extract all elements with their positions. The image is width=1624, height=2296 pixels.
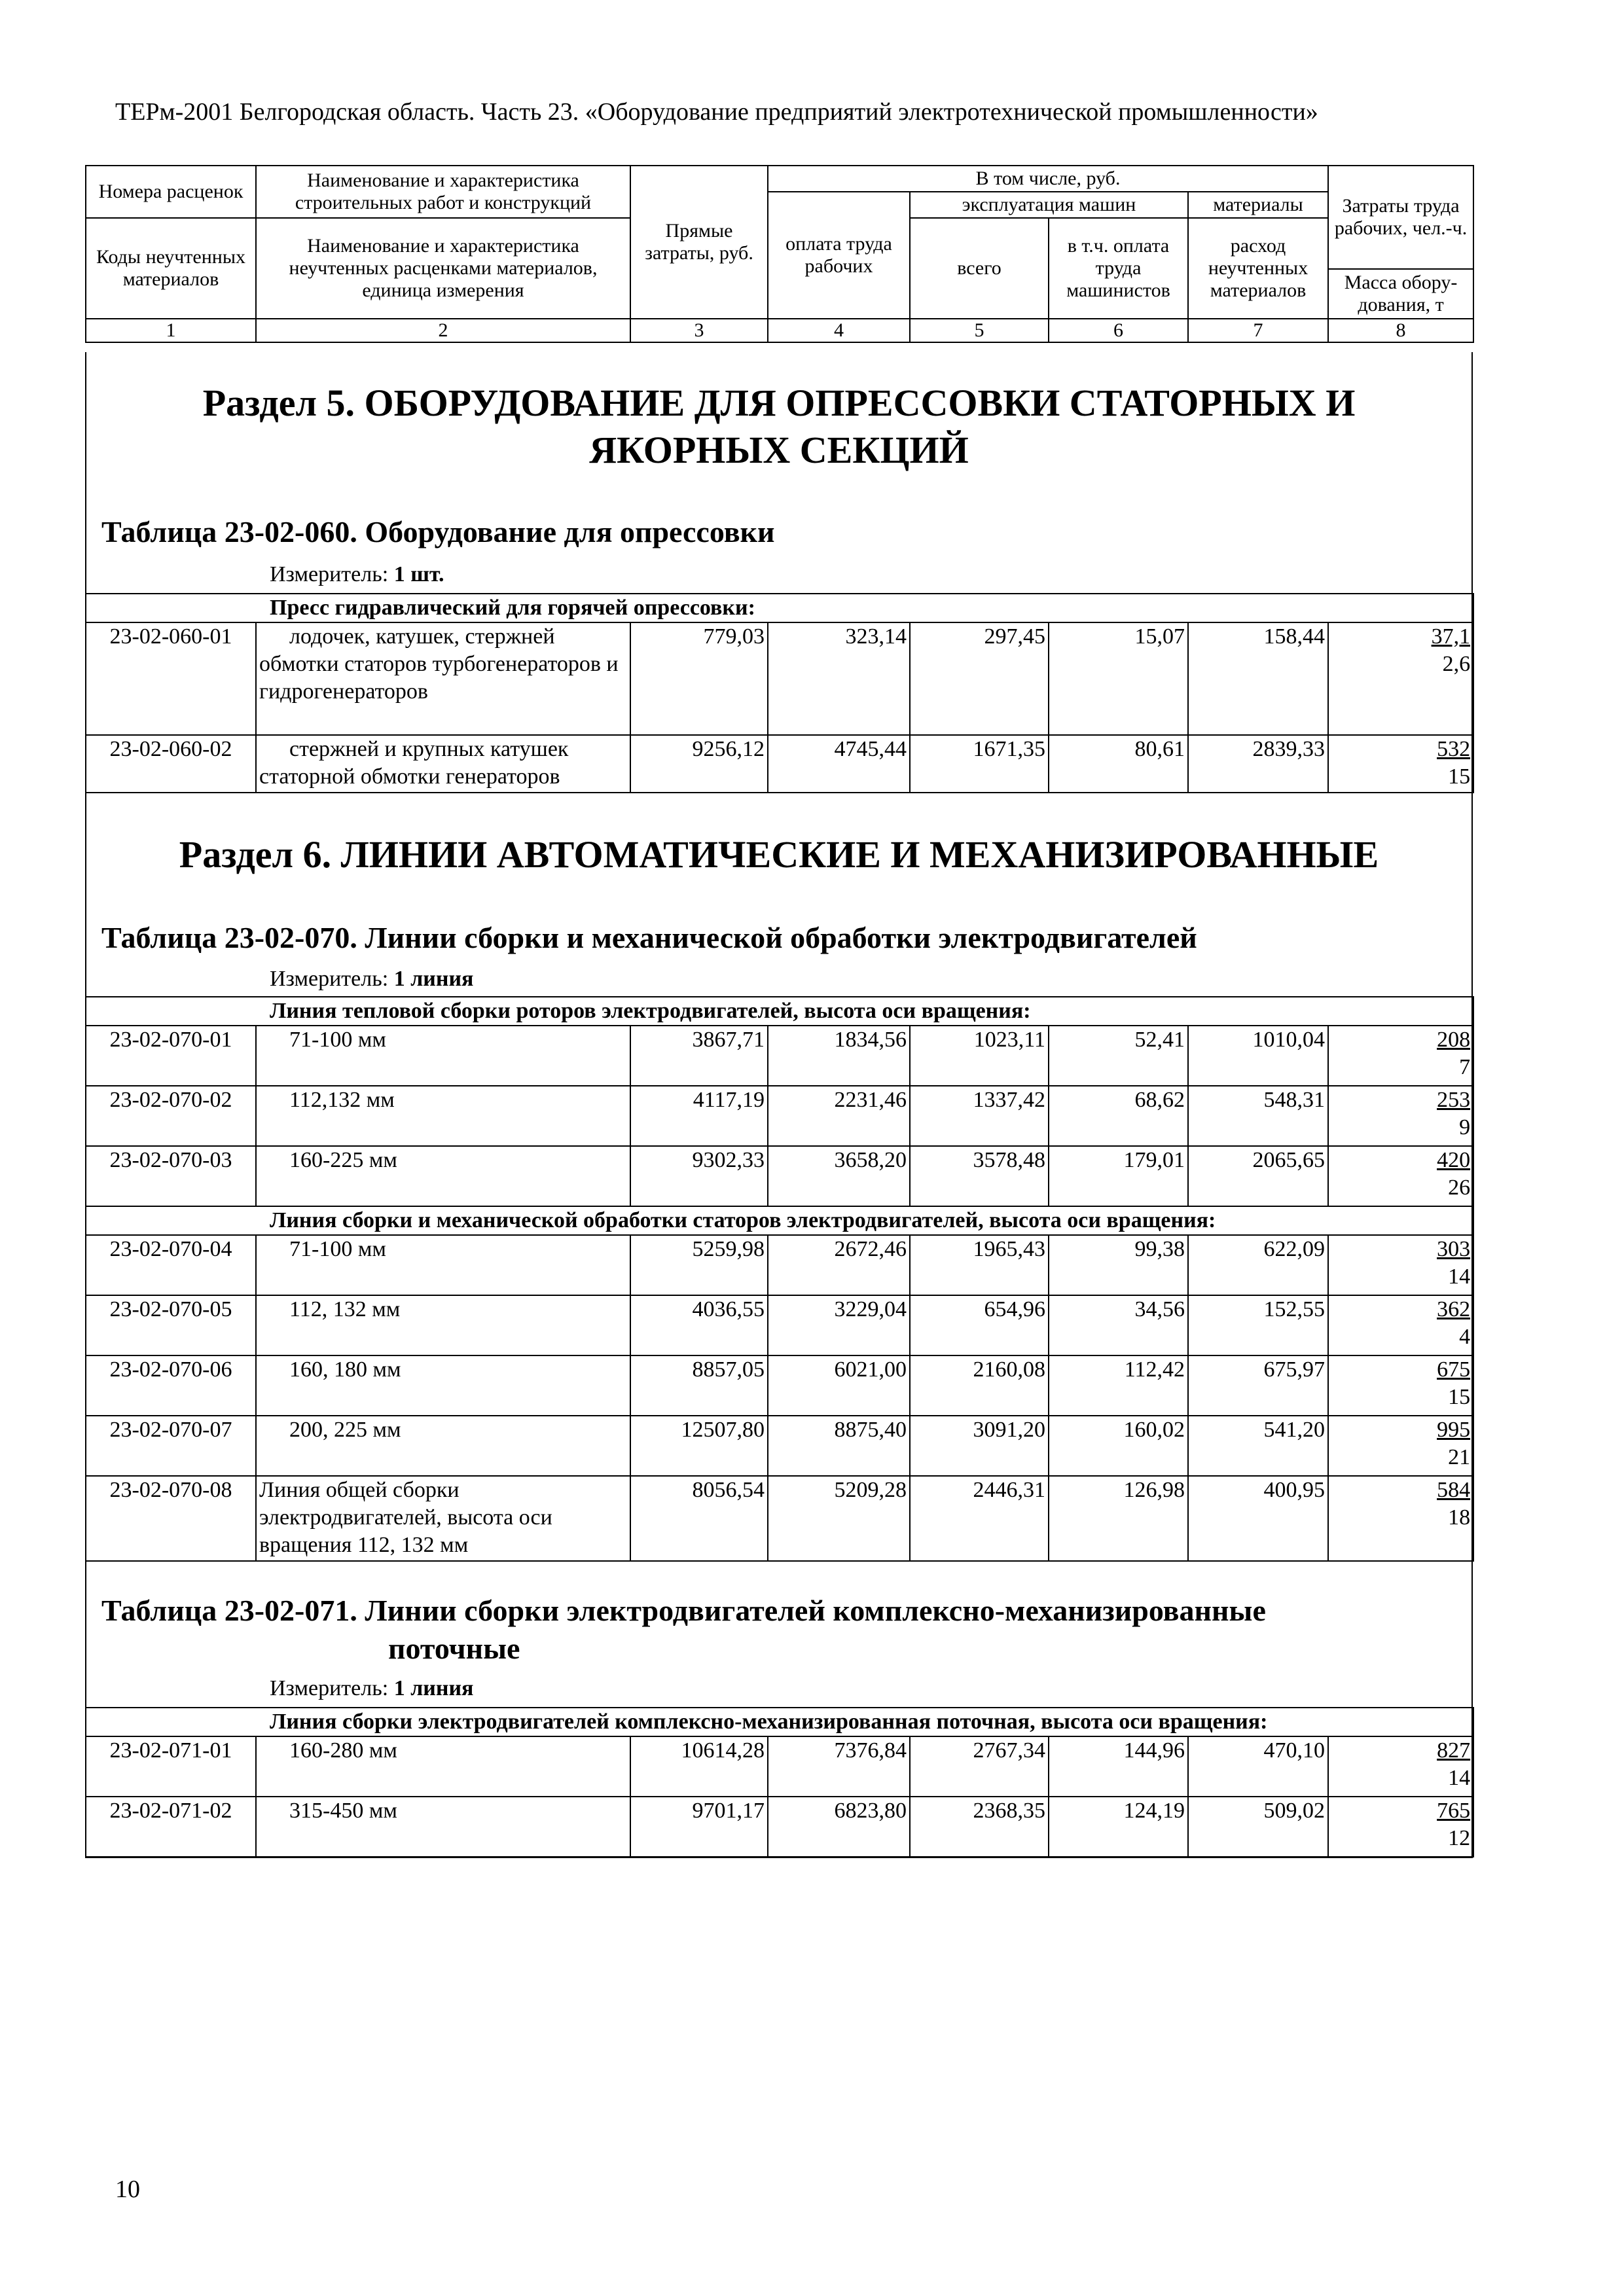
labor-mass	[1328, 1086, 1473, 1146]
machines-total: 3091,20	[910, 1416, 1049, 1476]
direct-costs: 9701,17	[630, 1797, 768, 1857]
materials: 675,97	[1188, 1355, 1328, 1416]
rate-code: 23-02-060-02	[86, 735, 256, 793]
wages: 323,14	[768, 622, 910, 735]
header-machines-total: всего	[910, 218, 1049, 319]
wages: 8875,40	[768, 1416, 910, 1476]
mass-value: 15	[1448, 1385, 1471, 1409]
page-number: 10	[115, 2176, 140, 2203]
machines-total: 1965,43	[910, 1235, 1049, 1295]
rate-code: 23-02-071-02	[86, 1797, 256, 1857]
rate-name: 160-225 мм	[256, 1146, 630, 1206]
labor-mass	[1328, 622, 1473, 735]
column-number: 2	[256, 319, 630, 342]
rate-name: 112,132 мм	[256, 1086, 630, 1146]
table-row	[86, 1235, 1473, 1295]
table-071-meter	[270, 1676, 473, 1702]
meter-value: 1 линия	[393, 1676, 474, 1700]
table-row	[86, 1146, 1473, 1206]
rate-code: 23-02-070-03	[86, 1146, 256, 1206]
rate-name: 71-100 мм	[256, 1235, 630, 1295]
meter-value: 1 шт.	[393, 562, 444, 586]
machines-total: 3578,48	[910, 1146, 1049, 1206]
machines-wages: 99,38	[1049, 1235, 1188, 1295]
table-071-title-line1: Таблица 23-02-071. Линии сборки электродвигателей комплексно-механизированные	[101, 1594, 1266, 1627]
materials: 1010,04	[1188, 1026, 1328, 1086]
rate-code: 23-02-070-01	[86, 1026, 256, 1086]
mass-value: 4	[1459, 1325, 1471, 1349]
materials: 400,95	[1188, 1476, 1328, 1561]
rate-name: 71-100 мм	[256, 1026, 630, 1086]
meter-label: Измеритель:	[270, 1676, 389, 1700]
wages: 2231,46	[768, 1086, 910, 1146]
materials: 2839,33	[1188, 735, 1328, 793]
header-mass: Масса обору-дования, т	[1328, 269, 1473, 319]
rate-code: 23-02-070-04	[86, 1235, 256, 1295]
column-number: 7	[1188, 319, 1328, 342]
table-row	[86, 1476, 1473, 1561]
materials: 2065,65	[1188, 1146, 1328, 1206]
table-row	[86, 735, 1473, 793]
group-header: Линия сборки электродвигателей комплексно-механизированная поточная, высота оси вращения:	[86, 1708, 1473, 1736]
materials: 622,09	[1188, 1235, 1328, 1295]
labor-value: 827	[1437, 1738, 1471, 1763]
direct-costs: 9256,12	[630, 735, 768, 793]
section5-title-line1: Раздел 5. ОБОРУДОВАНИЕ ДЛЯ ОПРЕССОВКИ СТАТОРНЫХ И	[202, 382, 1356, 424]
labor-mass	[1328, 1355, 1473, 1416]
meter-label: Измеритель:	[270, 967, 389, 991]
rate-code: 23-02-070-02	[86, 1086, 256, 1146]
machines-wages: 144,96	[1049, 1736, 1188, 1797]
rate-code: 23-02-070-07	[86, 1416, 256, 1476]
section6-title: Раздел 6. ЛИНИИ АВТОМАТИЧЕСКИЕ И МЕХАНИЗИРОВАННЫЕ	[179, 833, 1379, 876]
section5-title-line2: ЯКОРНЫХ СЕКЦИЙ	[589, 429, 969, 471]
machines-total: 2368,35	[910, 1797, 1049, 1857]
rate-name: 160, 180 мм	[256, 1355, 630, 1416]
wages: 5209,28	[768, 1476, 910, 1561]
machines-total: 2446,31	[910, 1476, 1049, 1561]
labor-mass	[1328, 1736, 1473, 1797]
mass-value: 15	[1448, 764, 1471, 789]
rate-code: 23-02-070-08	[86, 1476, 256, 1561]
group-header: Пресс гидравлический для горячей опрессовки:	[86, 594, 1473, 622]
header-machines: эксплуатация машин	[910, 192, 1188, 218]
header-including: В том числе, руб.	[768, 166, 1328, 192]
labor-value: 584	[1437, 1478, 1471, 1502]
table-070	[85, 996, 1474, 1562]
header-name-bottom: Наименование и характеристика неучтенных расценками материалов, единица измерения	[256, 218, 630, 319]
table-071	[85, 1707, 1474, 1857]
table-row	[86, 1295, 1473, 1355]
meter-label: Измеритель:	[270, 562, 389, 586]
mass-value: 21	[1448, 1445, 1471, 1469]
wages: 3229,04	[768, 1295, 910, 1355]
mass-value: 12	[1448, 1826, 1471, 1850]
labor-value: 765	[1437, 1799, 1471, 1823]
rate-name: 200, 225 мм	[256, 1416, 630, 1476]
labor-mass	[1328, 1235, 1473, 1295]
table-060-meter	[270, 562, 444, 588]
mass-value: 2,6	[1442, 652, 1471, 676]
table-row	[86, 622, 1473, 735]
labor-value: 208	[1437, 1028, 1471, 1052]
direct-costs: 4036,55	[630, 1295, 768, 1355]
column-number: 5	[910, 319, 1049, 342]
header-codes-top: Номера расценок	[86, 166, 256, 218]
wages: 2672,46	[768, 1235, 910, 1295]
table-060	[85, 593, 1474, 793]
materials: 470,10	[1188, 1736, 1328, 1797]
mass-value: 7	[1459, 1055, 1471, 1079]
materials: 158,44	[1188, 622, 1328, 735]
labor-value: 675	[1437, 1357, 1471, 1382]
machines-wages: 15,07	[1049, 622, 1188, 735]
group-header: Линия сборки и механической обработки статоров электродвигателей, высота оси вращения:	[86, 1206, 1473, 1235]
table-row	[86, 1355, 1473, 1416]
machines-wages: 34,56	[1049, 1295, 1188, 1355]
machines-wages: 80,61	[1049, 735, 1188, 793]
labor-mass	[1328, 1295, 1473, 1355]
labor-mass	[1328, 1476, 1473, 1561]
header-wages: оплата труда рабочих	[768, 192, 910, 319]
labor-mass	[1328, 735, 1473, 793]
labor-mass	[1328, 1416, 1473, 1476]
materials: 541,20	[1188, 1416, 1328, 1476]
rate-name: 160-280 мм	[256, 1736, 630, 1797]
direct-costs: 10614,28	[630, 1736, 768, 1797]
wages: 3658,20	[768, 1146, 910, 1206]
labor-value: 362	[1437, 1297, 1471, 1321]
header-labor: Затраты труда рабочих, чел.-ч.	[1328, 166, 1473, 269]
wages: 4745,44	[768, 735, 910, 793]
table-060-title: Таблица 23-02-060. Оборудование для опрессовки	[101, 515, 775, 548]
header-name-top: Наименование и характеристика строительных работ и конструкций	[256, 166, 630, 218]
direct-costs: 4117,19	[630, 1086, 768, 1146]
wages: 7376,84	[768, 1736, 910, 1797]
rate-name: лодочек, катушек, стержней обмотки статоров турбогенераторов и гидрогенераторов	[256, 622, 630, 735]
rate-name: стержней и крупных катушек статорной обмотки генераторов	[256, 735, 630, 793]
materials: 152,55	[1188, 1295, 1328, 1355]
wages: 6021,00	[768, 1355, 910, 1416]
machines-total: 2767,34	[910, 1736, 1049, 1797]
machines-total: 2160,08	[910, 1355, 1049, 1416]
table-row	[86, 1416, 1473, 1476]
table-070-title: Таблица 23-02-070. Линии сборки и механической обработки электродвигателей	[101, 921, 1197, 954]
column-number: 6	[1049, 319, 1188, 342]
labor-value: 420	[1437, 1148, 1471, 1172]
column-number: 1	[86, 319, 256, 342]
header-codes-bottom: Коды неучтенных материалов	[86, 218, 256, 319]
materials: 548,31	[1188, 1086, 1328, 1146]
labor-mass	[1328, 1797, 1473, 1857]
table-071-title-line2: поточные	[388, 1632, 520, 1665]
mass-value: 18	[1448, 1505, 1471, 1530]
table-row	[86, 1736, 1473, 1797]
rate-name: Линия общей сборки электродвигателей, высота оси вращения 112, 132 мм	[256, 1476, 630, 1561]
machines-wages: 52,41	[1049, 1026, 1188, 1086]
meter-value: 1 линия	[393, 967, 474, 991]
rate-code: 23-02-060-01	[86, 622, 256, 735]
direct-costs: 779,03	[630, 622, 768, 735]
labor-value: 253	[1437, 1088, 1471, 1112]
mass-value: 26	[1448, 1175, 1471, 1200]
column-header-table	[85, 165, 1474, 343]
header-direct-costs: Прямые затраты, руб.	[630, 166, 768, 319]
direct-costs: 8056,54	[630, 1476, 768, 1561]
labor-mass	[1328, 1026, 1473, 1086]
rate-code: 23-02-071-01	[86, 1736, 256, 1797]
mass-value: 14	[1448, 1265, 1471, 1289]
column-number: 8	[1328, 319, 1473, 342]
materials: 509,02	[1188, 1797, 1328, 1857]
wages: 6823,80	[768, 1797, 910, 1857]
machines-total: 654,96	[910, 1295, 1049, 1355]
rate-code: 23-02-070-06	[86, 1355, 256, 1416]
table-070-meter	[270, 966, 473, 992]
column-number: 4	[768, 319, 910, 342]
direct-costs: 8857,05	[630, 1355, 768, 1416]
machines-total: 1337,42	[910, 1086, 1049, 1146]
column-number: 3	[630, 319, 768, 342]
direct-costs: 5259,98	[630, 1235, 768, 1295]
direct-costs: 12507,80	[630, 1416, 768, 1476]
machines-total: 1671,35	[910, 735, 1049, 793]
group-header: Линия тепловой сборки роторов электродвигателей, высота оси вращения:	[86, 997, 1473, 1026]
mass-value: 14	[1448, 1766, 1471, 1790]
machines-total: 1023,11	[910, 1026, 1049, 1086]
wages: 1834,56	[768, 1026, 910, 1086]
rate-name: 315-450 мм	[256, 1797, 630, 1857]
labor-value: 995	[1437, 1418, 1471, 1442]
labor-mass	[1328, 1146, 1473, 1206]
machines-total: 297,45	[910, 622, 1049, 735]
mass-value: 9	[1459, 1115, 1471, 1139]
labor-value: 37,1	[1431, 624, 1471, 649]
machines-wages: 112,42	[1049, 1355, 1188, 1416]
machines-wages: 179,01	[1049, 1146, 1188, 1206]
table-row	[86, 1086, 1473, 1146]
header-machines-wages: в т.ч. оплата труда машинистов	[1049, 218, 1188, 319]
machines-wages: 68,62	[1049, 1086, 1188, 1146]
table-row	[86, 1026, 1473, 1086]
rate-name: 112, 132 мм	[256, 1295, 630, 1355]
rate-code: 23-02-070-05	[86, 1295, 256, 1355]
machines-wages: 160,02	[1049, 1416, 1188, 1476]
labor-value: 532	[1437, 737, 1471, 761]
header-materials: материалы	[1188, 192, 1328, 218]
direct-costs: 3867,71	[630, 1026, 768, 1086]
machines-wages: 124,19	[1049, 1797, 1188, 1857]
labor-value: 303	[1437, 1237, 1471, 1261]
header-materials-unaccounted: расход неучтенных материалов	[1188, 218, 1328, 319]
table-row	[86, 1797, 1473, 1857]
document-title: ТЕРм-2001 Белгородская область. Часть 23. «Оборудование предприятий электротехнической промышленности»	[115, 98, 1318, 126]
machines-wages: 126,98	[1049, 1476, 1188, 1561]
direct-costs: 9302,33	[630, 1146, 768, 1206]
